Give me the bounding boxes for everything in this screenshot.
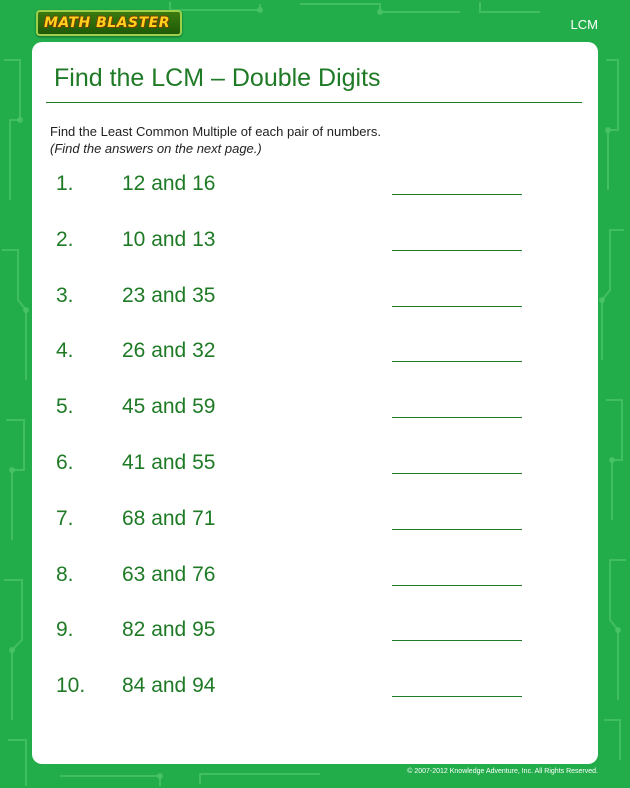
problem-item [32, 503, 598, 559]
problem-number: 6. [56, 450, 74, 474]
problem-list [32, 168, 598, 726]
problem-item [32, 559, 598, 615]
number-pair: 12 and 16 [122, 172, 216, 195]
number-pair: 41 and 55 [122, 450, 216, 474]
number-pair: 45 and 59 [122, 395, 216, 419]
answer-blank[interactable] [392, 250, 522, 251]
problem-number: 2. [56, 227, 74, 251]
number-pair: 82 and 95 [122, 618, 216, 642]
answer-blank[interactable] [392, 306, 522, 307]
answers-note: (Find the answers on the next page.) [50, 141, 262, 156]
problem-number: 10. [56, 674, 86, 698]
number-pair: 26 and 32 [122, 339, 216, 363]
problem-item [32, 614, 598, 670]
problem-number: 9. [56, 618, 74, 642]
problem-item [32, 335, 598, 391]
problem-number: 1. [56, 172, 74, 195]
problem-number: 4. [56, 339, 74, 363]
number-pair: 63 and 76 [122, 562, 216, 586]
logo-text: MATH BLASTER [44, 15, 170, 31]
instruction-text: Find the Least Common Multiple of each pair of numbers. [50, 124, 381, 139]
number-pair: 68 and 71 [122, 506, 216, 530]
answer-blank[interactable] [392, 640, 522, 641]
answer-blank[interactable] [392, 361, 522, 362]
number-pair: 10 and 13 [122, 227, 216, 251]
problem-number: 8. [56, 562, 74, 586]
number-pair: 84 and 94 [122, 674, 216, 698]
instructions [50, 123, 381, 157]
answer-blank[interactable] [392, 696, 522, 697]
problem-number: 7. [56, 506, 74, 530]
answer-blank[interactable] [392, 529, 522, 530]
title-divider [46, 102, 582, 103]
problem-item [32, 447, 598, 503]
math-blaster-logo [36, 10, 182, 36]
answer-blank[interactable] [392, 585, 522, 586]
problem-item [32, 280, 598, 336]
answer-blank[interactable] [392, 417, 522, 418]
copyright-notice: © 2007-2012 Knowledge Adventure, Inc. All Rights Reserved. [407, 768, 598, 775]
problem-item [32, 224, 598, 280]
problem-item [32, 168, 598, 224]
answer-blank[interactable] [392, 473, 522, 474]
problem-number: 3. [56, 283, 74, 307]
problem-item [32, 391, 598, 447]
topic-tag: LCM [570, 17, 598, 32]
problem-item [32, 670, 598, 726]
worksheet-sheet [32, 42, 598, 764]
number-pair: 23 and 35 [122, 283, 216, 307]
worksheet-title: Find the LCM – Double Digits [54, 64, 381, 92]
answer-blank[interactable] [392, 194, 522, 195]
problem-number: 5. [56, 395, 74, 419]
